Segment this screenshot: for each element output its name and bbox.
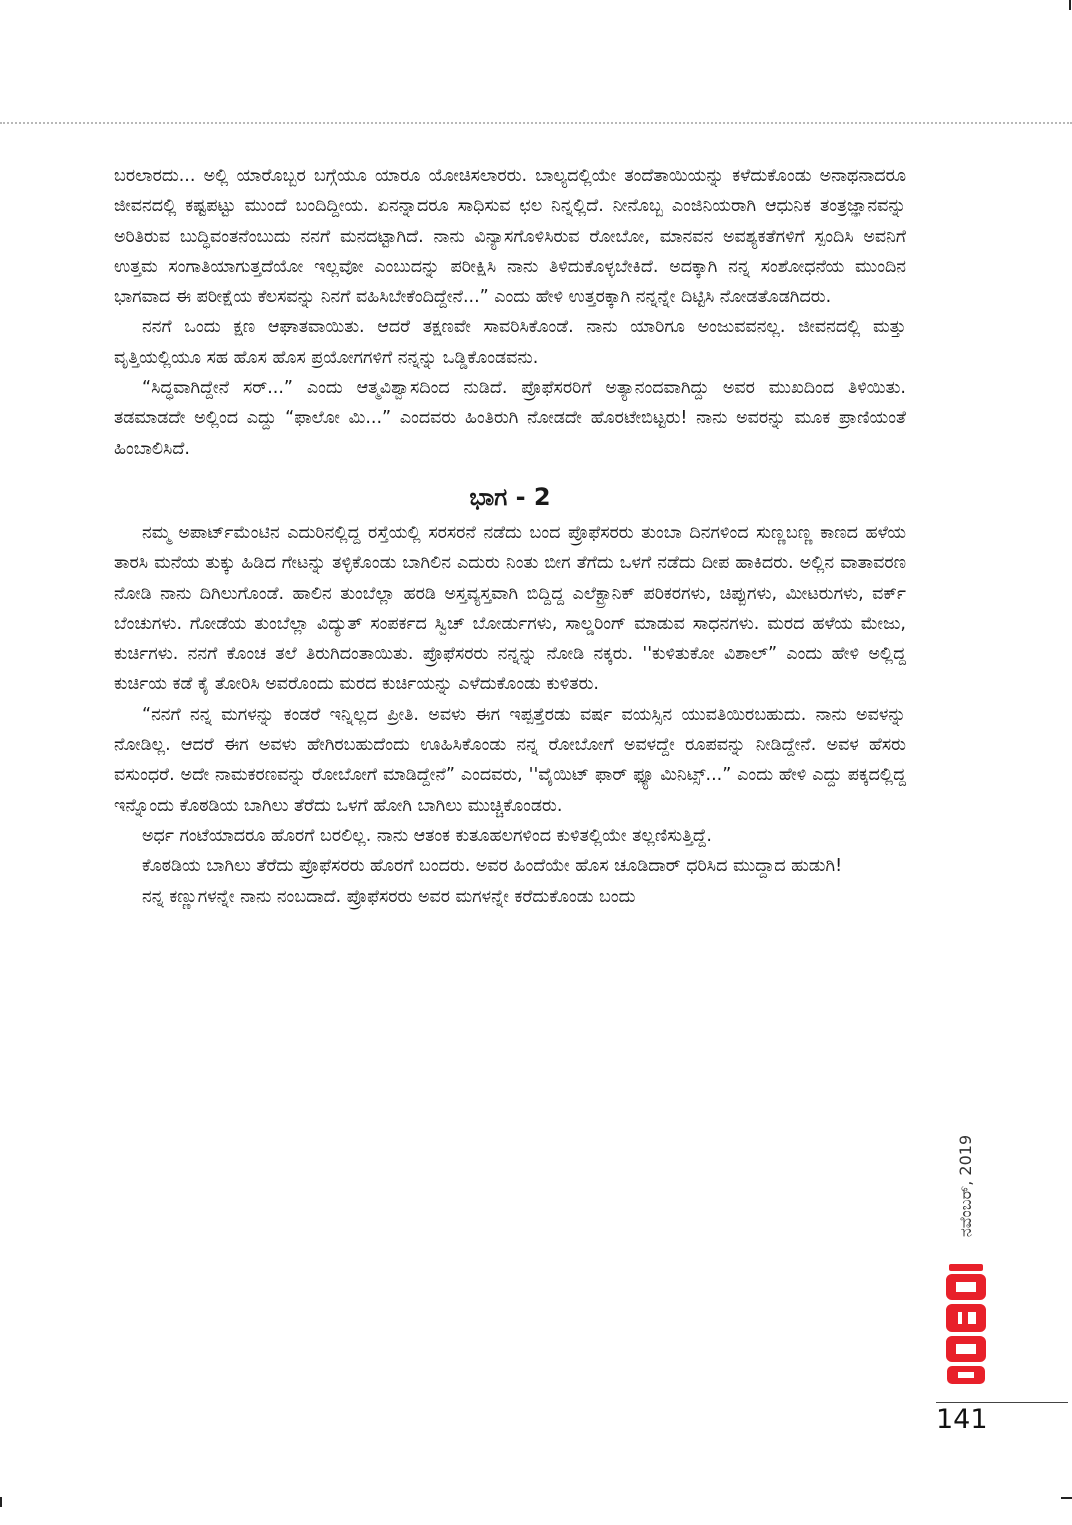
issue-date-text: ನವೆಂಬರ್, 2019: [956, 1134, 975, 1238]
article-body: [114, 161, 906, 912]
magazine-logo: [946, 1260, 986, 1386]
crop-mark: [1061, 1497, 1072, 1499]
paragraph: ಕೊಠಡಿಯ ಬಾಗಿಲು ತೆರೆದು ಪ್ರೊಫೆಸರರು ಹೊರಗೆ ಬಂದರು. ಅವರ ಹಿಂದೆಯೇ ಹೊಸ ಚೂಡಿದಾರ್ ಧರಿಸಿದ ಮುದ್ದಾದ ಹುಡುಗಿ!: [142, 856, 843, 877]
header-dotted-rule: [0, 122, 1072, 124]
folio-rule: [936, 1402, 1068, 1403]
paragraph: ಬರಲಾರದು... ಅಲ್ಲಿ ಯಾರೊಬ್ಬರ ಬಗ್ಗೆಯೂ ಯಾರೂ ಯೋಚಿಸಲಾರರು. ಬಾಲ್ಯದಲ್ಲಿಯೇ ತಂದೆತಾಯಿಯನ್ನು ಕಳೆದುಕೊಂಡು ಅನಾಥನಾದರೂ ಜೀವನದಲ್ಲಿ ಕಷ್ಟಪಟ್ಟು ಮುಂದೆ ಬಂದಿದ್ದೀಯ. ಏನನ್ನಾದರೂ ಸಾಧಿಸುವ ಛಲ ನಿನ್ನಲ್ಲಿದೆ. ನೀನೊಬ್ಬ ಎಂಜಿನಿಯರಾಗಿ ಆಧುನಿಕ ತಂತ್ರಜ್ಞಾನವನ್ನು ಅರಿತಿರುವ ಬುದ್ಧಿವಂತನೆಂಬುದು ನನಗೆ ಮನದಟ್ಟಾಗಿದೆ. ನಾನು ವಿನ್ಯಾಸಗೊಳಿಸಿರುವ ರೋಬೋ, ಮಾನವನ ಅವಶ್ಯಕತೆಗಳಿಗೆ ಸ್ಪಂದಿಸಿ ಅವನಿಗೆ ಉತ್ತಮ ಸಂಗಾತಿಯಾಗುತ್ತದೆಯೋ ಇಲ್ಲವೋ ಎಂಬುದನ್ನು ಪರೀಕ್ಷಿಸಿ ನಾನು ತಿಳಿದುಕೊಳ್ಳಬೇಕಿದೆ. ಅದಕ್ಕಾಗಿ ನನ್ನ ಸಂಶೋಧನೆಯ ಮುಂದಿನ ಭಾಗವಾದ ಈ ಪರೀಕ್ಷೆಯ ಕೆಲಸವನ್ನು ನಿನಗೆ ವಹಿಸಿಬೇಕೆಂದಿದ್ದೇನೆ...” ಎಂದು ಹೇಳಿ ಉತ್ತರಕ್ಕಾಗಿ ನನ್ನನ್ನೇ ದಿಟ್ಟಿಸಿ ನೋಡತೊಡಗಿದರು.: [114, 166, 906, 308]
page-number: 141: [936, 1404, 988, 1435]
issue-date: [954, 1126, 978, 1246]
paragraph: “ಸಿದ್ಧವಾಗಿದ್ದೇನೆ ಸರ್...” ಎಂದು ಆತ್ಮವಿಶ್ವಾಸದಿಂದ ನುಡಿದೆ. ಪ್ರೊಫೆಸರರಿಗೆ ಅತ್ಯಾನಂದವಾಗಿದ್ದು ಅವರ ಮುಖದಿಂದ ತಿಳಿಯಿತು. ತಡಮಾಡದೇ ಅಲ್ಲಿಂದ ಎದ್ದು “ಫಾಲೋ ಮಿ...” ಎಂದವರು ಹಿಂತಿರುಗಿ ನೋಡದೇ ಹೊರಟೇಬಿಟ್ಟರು! ನಾನು ಅವರನ್ನು ಮೂಕ ಪ್ರಾಣಿಯಂತೆ ಹಿಂಬಾಲಿಸಿದೆ.: [114, 378, 906, 459]
paragraph: ಅರ್ಧ ಗಂಟೆಯಾದರೂ ಹೊರಗೆ ಬರಲಿಲ್ಲ. ನಾನು ಆತಂಕ ಕುತೂಹಲಗಳಿಂದ ಕುಳಿತಲ್ಲಿಯೇ ತಲ್ಲಣಿಸುತ್ತಿದ್ದೆ.: [142, 825, 712, 846]
crop-mark: [1069, 0, 1071, 10]
paragraph: ನನಗೆ ಒಂದು ಕ್ಷಣ ಆಘಾತವಾಯಿತು. ಆದರೆ ತಕ್ಷಣವೇ ಸಾವರಿಸಿಕೊಂಡೆ. ನಾನು ಯಾರಿಗೂ ಅಂಜುವವನಲ್ಲ. ಜೀವನದಲ್ಲಿ ಮತ್ತು ವೃತ್ತಿಯಲ್ಲಿಯೂ ಸಹ ಹೊಸ ಹೊಸ ಪ್ರಯೋಗಗಳಿಗೆ ನನ್ನನ್ನು ಒಡ್ಡಿಕೊಂಡವನು.: [114, 317, 906, 368]
paragraph: “ನನಗೆ ನನ್ನ ಮಗಳನ್ನು ಕಂಡರೆ ಇನ್ನಿಲ್ಲದ ಪ್ರೀತಿ. ಅವಳು ಈಗ ಇಪ್ಪತ್ತೆರಡು ವರ್ಷ ವಯಸ್ಸಿನ ಯುವತಿಯಿರಬಹುದು. ನಾನು ಅವಳನ್ನು ನೋಡಿಲ್ಲ. ಆದರೆ ಈಗ ಅವಳು ಹೇಗಿರಬಹುದೆಂದು ಊಹಿಸಿಕೊಂಡು ನನ್ನ ರೋಬೋಗೆ ಅವಳದ್ದೇ ರೂಪವನ್ನು ನೀಡಿದ್ದೇನೆ. ಅವಳ ಹೆಸರು ವಸುಂಧರೆ. ಅದೇ ನಾಮಕರಣವನ್ನು ರೋಬೋಗೆ ಮಾಡಿದ್ದೇನೆ” ಎಂದವರು, ''ವೈಯಿಟ್ ಫಾರ್ ಫ್ಯೂ ಮಿನಿಟ್ಸ್...” ಎಂದು ಹೇಳಿ ಎದ್ದು ಪಕ್ಕದಲ್ಲಿದ್ದ ಇನ್ನೊಂದು ಕೊಠಡಿಯ ಬಾಗಿಲು ತೆರೆದು ಒಳಗೆ ಹೋಗಿ ಬಾಗಿಲು ಮುಚ್ಚಿಕೊಂಡರು.: [114, 704, 906, 816]
paragraph: ನನ್ನ ಕಣ್ಣುಗಳನ್ನೇ ನಾನು ನಂಬದಾದೆ. ಪ್ರೊಫೆಸರರು ಅವರ ಮಗಳನ್ನೇ ಕರೆದುಕೊಂಡು ಬಂದು: [142, 886, 636, 907]
paragraph: ನಮ್ಮ ಅಪಾರ್ಟ್‌ಮೆಂಟಿನ ಎದುರಿನಲ್ಲಿದ್ದ ರಸ್ತೆಯಲ್ಲಿ ಸರಸರನೆ ನಡೆದು ಬಂದ ಪ್ರೊಫೆಸರರು ತುಂಬಾ ದಿನಗಳಿಂದ ಸುಣ್ಣಬಣ್ಣ ಕಾಣದ ಹಳೆಯ ತಾರಸಿ ಮನೆಯ ತುಕ್ಕು ಹಿಡಿದ ಗೇಟನ್ನು ತಳ್ಳಿಕೊಂಡು ಬಾಗಿಲಿನ ಎದುರು ನಿಂತು ಬೀಗ ತೆಗೆದು ಒಳಗೆ ನಡೆದು ದೀಪ ಹಾಕಿದರು. ಅಲ್ಲಿನ ವಾತಾವರಣ ನೋಡಿ ನಾನು ದಿಗಿಲುಗೊಂಡೆ. ಹಾಲಿನ ತುಂಬೆಲ್ಲಾ ಹರಡಿ ಅಸ್ತವ್ಯಸ್ತವಾಗಿ ಬಿದ್ದಿದ್ದ ಎಲೆಕ್ಟ್ರಾನಿಕ್ ಪರಿಕರಗಳು, ಚಿಪ್ಪುಗಳು, ಮೀಟರುಗಳು, ವರ್ಕ್ ಬೆಂಚುಗಳು. ಗೋಡೆಯ ತುಂಬೆಲ್ಲಾ ವಿದ್ಯುತ್ ಸಂಪರ್ಕದ ಸ್ವಿಚ್ ಬೋರ್ಡುಗಳು, ಸಾಲ್ಡರಿಂಗ್ ಮಾಡುವ ಸಾಧನಗಳು. ಮರದ ಹಳೆಯ ಮೇಜು, ಕುರ್ಚಿಗಳು. ನನಗೆ ಕೊಂಚ ತಲೆ ತಿರುಗಿದಂತಾಯಿತು. ಪ್ರೊಫೆಸರರು ನನ್ನನ್ನು ನೋಡಿ ನಕ್ಕರು. ''ಕುಳಿತುಕೋ ವಿಶಾಲ್” ಎಂದು ಹೇಳಿ ಅಲ್ಲಿದ್ದ ಕುರ್ಚಿಯ ಕಡೆ ಕೈ ತೋರಿಸಿ ಅವರೊಂದು ಮರದ ಕುರ್ಚಿಯನ್ನು ಎಳೆದುಕೊಂಡು ಕುಳಿತರು.: [114, 522, 906, 695]
section-heading: ಭಾಗ - 2: [469, 482, 551, 511]
crop-mark: [0, 1497, 2, 1507]
